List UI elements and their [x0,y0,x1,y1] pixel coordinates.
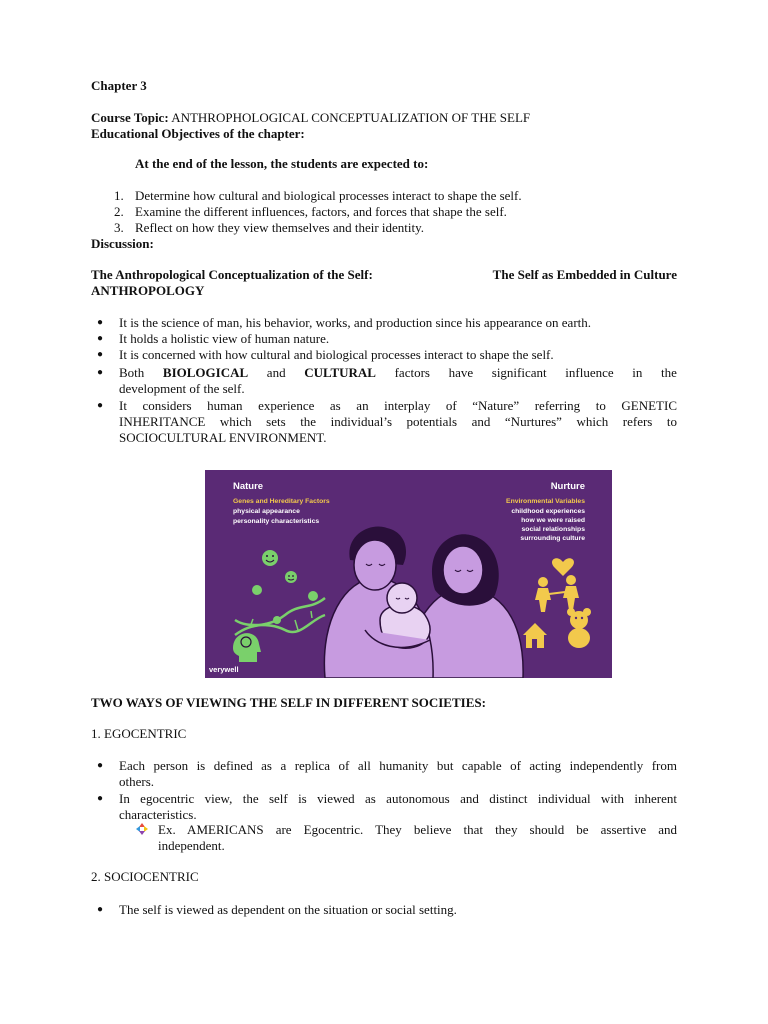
anthro-bullet-1: It is the science of man, his behavior, works, and production since his appearance on earth. [119,315,592,330]
course-topic: ANTHROPHOLOGICAL CONCEPTUALIZATION OF THE SELF [171,110,531,125]
egocentric-heading: 1. EGOCENTRIC [91,726,187,741]
ego-bullet-2-line1: In egocentric view, the self is viewed as autonomous and distinct individual with inherent [119,791,677,806]
socio-bullet-1: The self is viewed as dependent on the situation or social setting. [119,902,457,917]
smiley-icon [285,571,297,583]
nature-subtitle: Genes and Hereditary Factors [233,498,330,505]
nurture-title: Nurture [550,481,585,492]
bullet-icon: ● [97,333,104,344]
verywell-logo: verywell [209,665,239,674]
arrow-bullet-icon [136,823,148,835]
nurture-subtitle: Environmental Variables [506,498,585,505]
word: Both [119,365,145,380]
two-ways-heading: TWO WAYS OF VIEWING THE SELF IN DIFFERENT SOCIETIES: [91,695,486,710]
anthro-bullet-5-line3: SOCIOCULTURAL ENVIRONMENT. [119,430,327,445]
discussion-heading: Discussion: [91,236,154,251]
anthro-bullet-5-line1: It considers human experience as an interplay of “Nature” referring to GENETIC [119,398,677,413]
objective-number: 2. [114,204,124,219]
word: and [266,365,286,380]
nature-item: personality characteristics [233,518,320,525]
objective-number: 1. [114,188,124,203]
dot-icon [308,591,318,601]
word: in [632,365,643,380]
bullet-icon: ● [97,349,104,360]
objective-item: Determine how cultural and biological processes interact to shape the self. [135,188,522,203]
anthro-bullet-4-line1 [119,365,677,381]
word: influence [565,365,614,380]
nurture-item: how we were raised [521,517,585,524]
objectives-heading: Educational Objectives of the chapter: [91,126,305,141]
ego-bullet-1-line2: others. [119,774,155,789]
ego-sub-line1: Ex. AMERICANS are Egocentric. They believe that they should be assertive and [158,822,677,837]
chapter-label: Chapter 3 [91,78,147,93]
nurture-item: childhood experiences [511,508,585,515]
section-title-part2: The Self as Embedded in Culture [492,267,677,282]
section-title-part1: The Anthropological Conceptualization of the Self: [91,267,373,282]
ego-bullet-1-line1: Each person is defined as a replica of all humanity but capable of acting independently from [119,758,677,773]
bullet-icon: ● [97,793,104,804]
objective-item: Examine the different influences, factors, and forces that shape the self. [135,204,507,219]
nurture-item: social relationships [521,526,585,533]
word: significant [491,365,547,380]
anthro-bullet-2: It holds a holistic view of human nature. [119,331,330,346]
word: have [448,365,474,380]
nature-item: physical appearance [233,508,300,515]
anthro-bullet-4-line2: development of the self. [119,381,245,396]
word: factors [394,365,430,380]
cultural-term: CULTURAL [304,365,376,380]
nature-nurture-figure [205,470,612,678]
bullet-icon: ● [97,367,104,378]
ego-bullet-2-line2: characteristics. [119,807,197,822]
bullet-icon: ● [97,760,104,771]
nature-title: Nature [233,481,264,492]
section-title [91,267,677,283]
anthro-bullet-5-line2: INHERITANCE which sets the individual’s potentials and “Nurtures” which refers to [119,414,677,429]
course-topic-line [91,110,530,126]
smiley-icon [262,550,278,566]
ego-sub-line2: independent. [158,838,225,853]
bullet-icon: ● [97,400,104,411]
anthro-bullet-3: It is concerned with how cultural and biological processes interact to shape the self. [119,347,554,362]
course-topic-label: Course Topic: [91,110,169,125]
objective-number: 3. [114,220,124,235]
biological-term: BIOLOGICAL [162,365,249,380]
anthropology-heading: ANTHROPOLOGY [91,283,205,298]
objectives-intro: At the end of the lesson, the students are expected to: [135,156,429,171]
smiley-icon [252,585,262,595]
bullet-icon: ● [97,317,104,328]
sociocentric-heading: 2. SOCIOCENTRIC [91,869,199,884]
objective-item: Reflect on how they view themselves and their identity. [135,220,425,235]
bullet-icon: ● [97,904,104,915]
word: the [661,365,677,380]
nurture-item: surrounding culture [520,535,585,542]
